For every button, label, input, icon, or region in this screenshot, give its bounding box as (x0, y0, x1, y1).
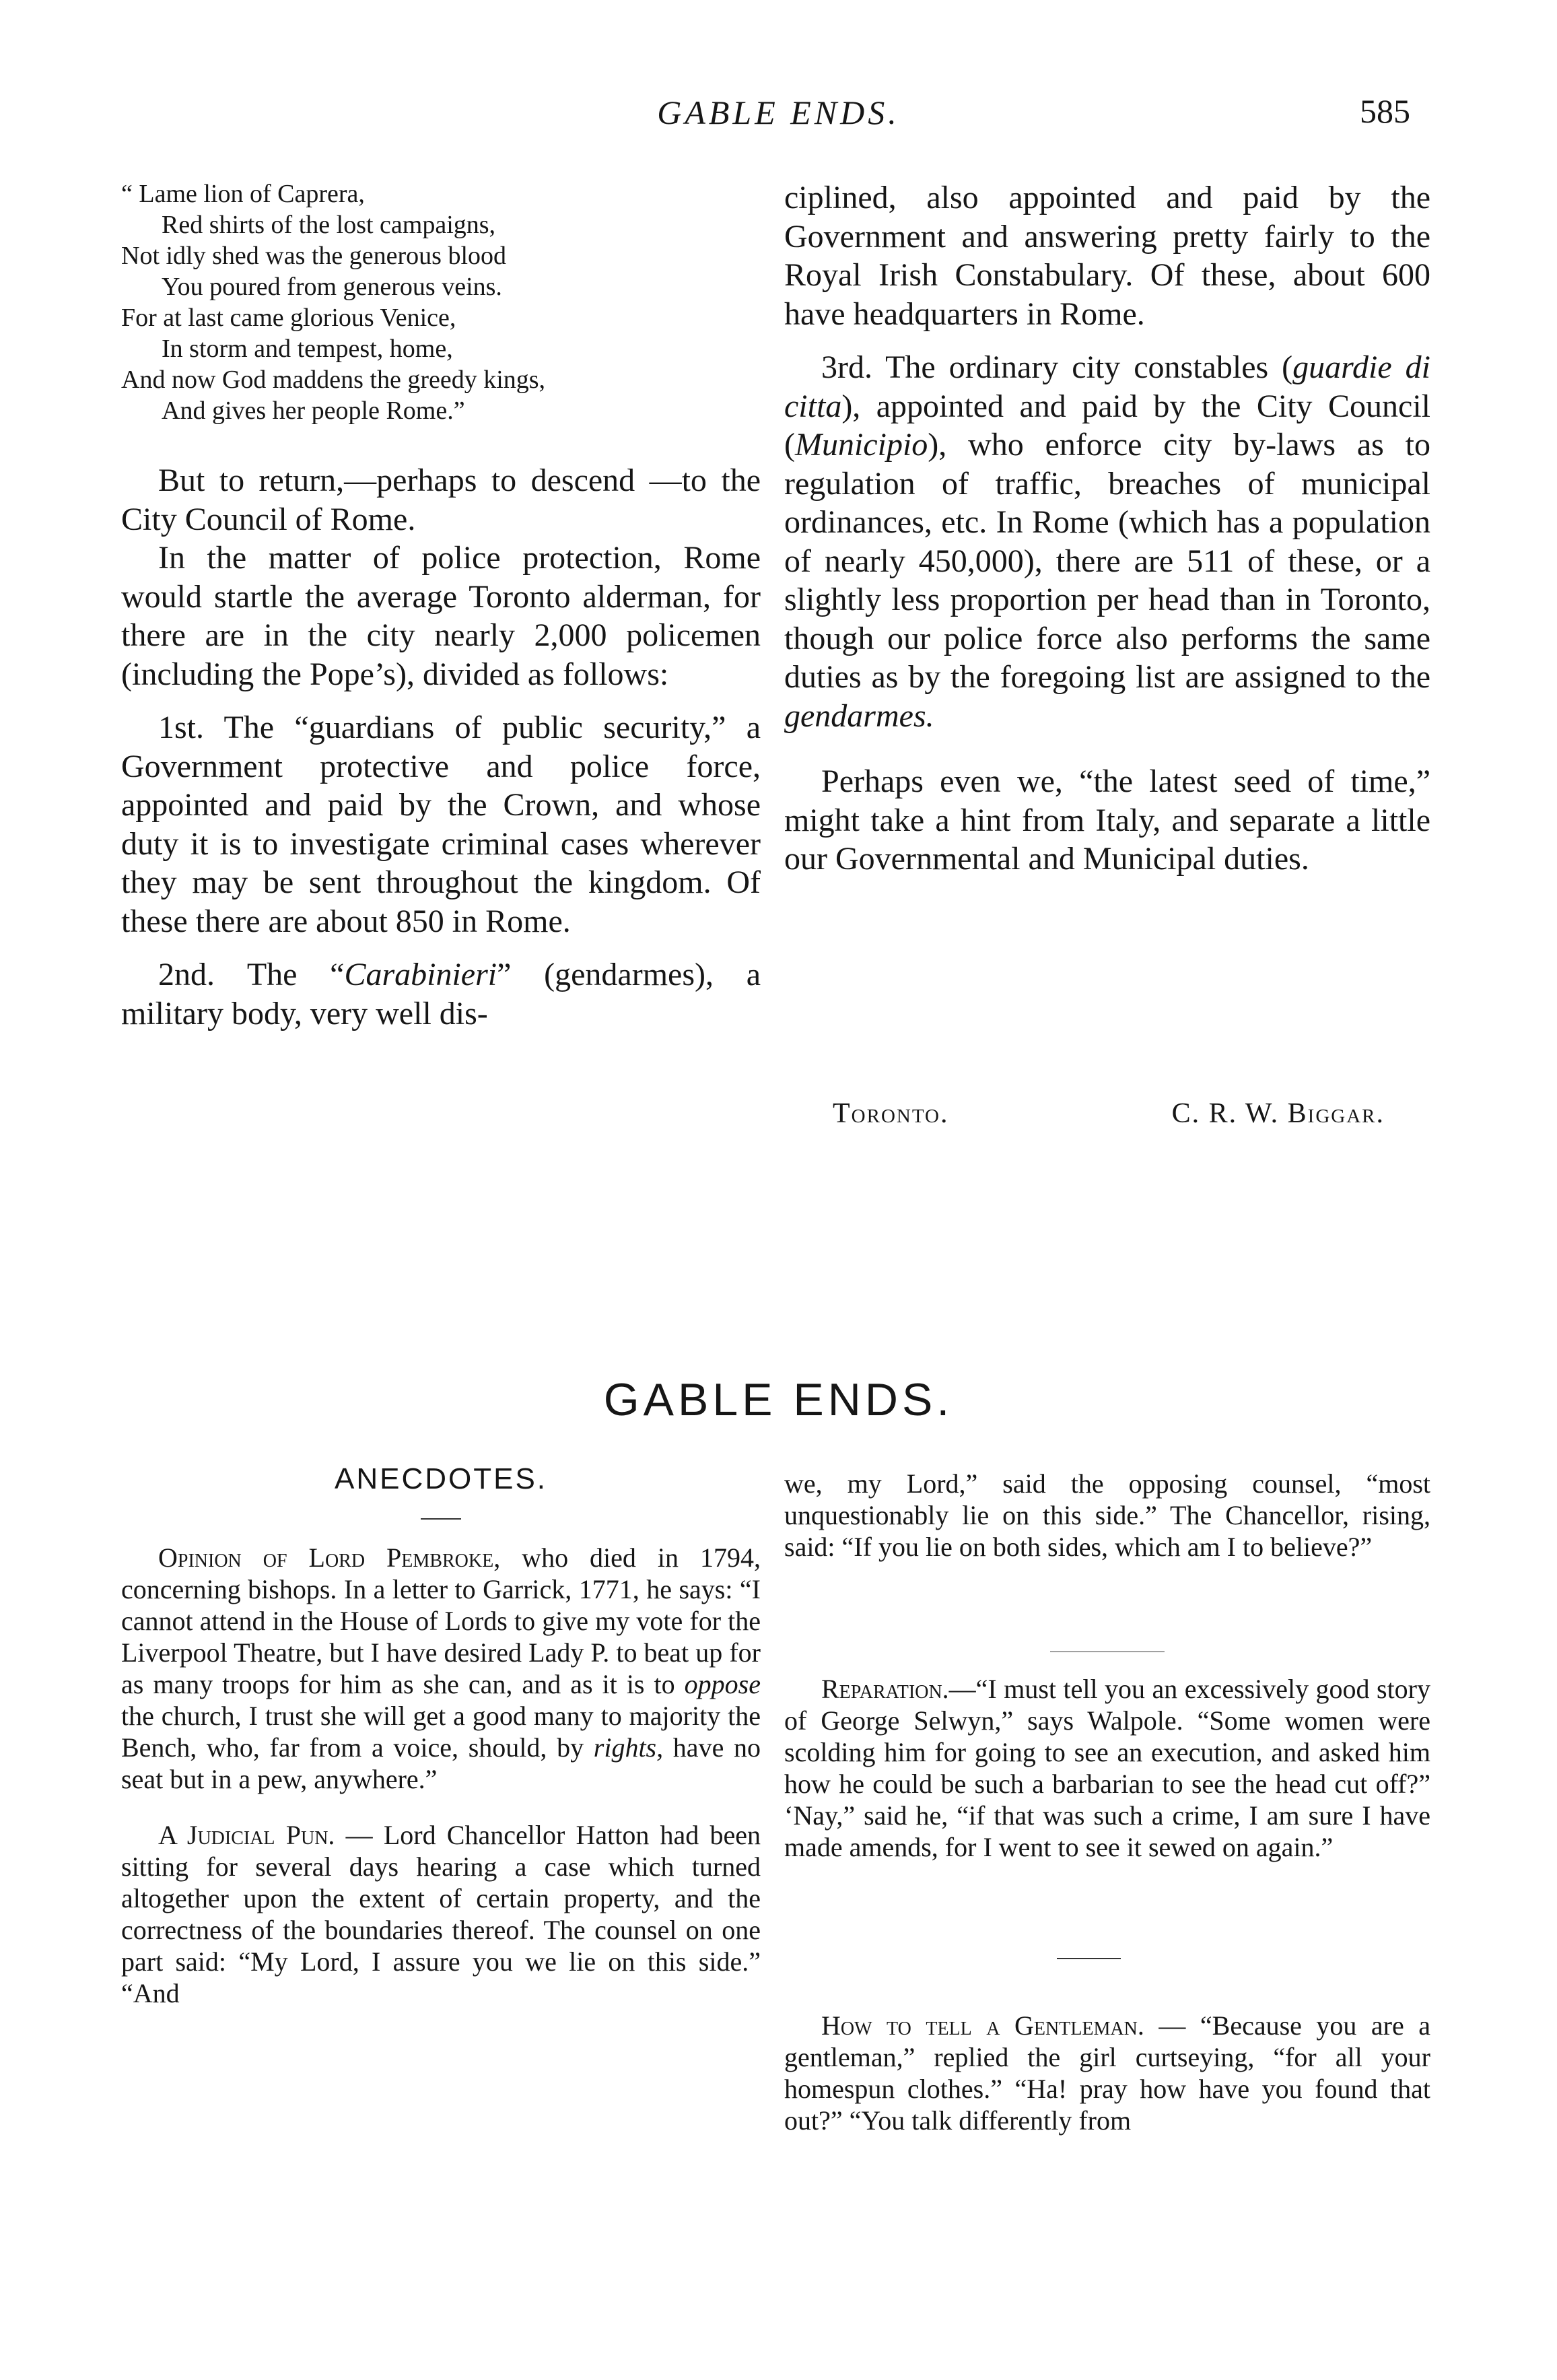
paragraph-second (121, 955, 761, 1033)
poem-line: For at last came glorious Venice, (121, 304, 456, 332)
anecdote-pun-continued: we, my Lord,” said the opposing counsel, “most unquestionably lie on this side.” The Chancellor, rising, said: “If you lie on both sides, which am I to believe?” (784, 1468, 1430, 1562)
poem-line: You poured from generous veins. (162, 273, 502, 301)
anecdote-gentleman (784, 2010, 1430, 2136)
text: ), appointed and paid by the City Council ( (784, 388, 1430, 463)
anecdote-heading: A Judicial Pun. (158, 1820, 335, 1850)
text: ” (gendarmes), a military body, very well dis- (121, 957, 761, 1031)
divider (1057, 1958, 1121, 1959)
paragraph-return: But to return,—perhaps to descend —to the City Council of Rome. (121, 463, 761, 537)
poem (121, 178, 761, 426)
signature-place: Toronto. (833, 1098, 949, 1129)
poem-line: In storm and tempest, home, (162, 335, 453, 363)
anecdotes-left (121, 1542, 761, 2009)
text: 3rd. The ordinary city constables ( (821, 349, 1293, 385)
text: — “Because you are a gentleman,” replied the girl curtseying, “for all your homespun clothes.” “Ha! pray how have you found that out?” “You talk differently from (784, 2010, 1430, 2136)
page-number: 585 (1360, 92, 1410, 130)
signature (833, 1097, 1385, 1130)
poem-line: “ Lame lion of Caprera, (121, 180, 365, 208)
anecdote-heading: Opinion of Lord Pembroke, (158, 1542, 501, 1573)
left-column-text (121, 461, 761, 1033)
anecdote-pun (121, 1819, 761, 2009)
italic-text: Municipio (794, 427, 928, 463)
divider (421, 1518, 461, 1520)
text: — Lord Chancellor Hatton had been sitting for several days hearing a case which turned altogether upon the extent of certain property, and the correctness of the boundaries thereof. The counsel on one part said: “My Lord, I assure you we lie on this side.” “And (121, 1820, 761, 2008)
anecdote-gentleman-block (784, 2010, 1430, 2136)
running-head: GABLE ENDS. (657, 94, 900, 131)
poem-line: Red shirts of the lost campaigns, (162, 211, 496, 239)
anecdote-reparation-block (784, 1673, 1430, 1863)
anecdotes-title: ANECDOTES. (334, 1462, 548, 1495)
text: who died in 1794, concerning bishops. In a letter to Garrick, 1771, he says: “I cannot attend in the House of Lords to give my vote for the Liverpool Theatre, but I have desired Lady P. to beat up for as many troops for him as she can, and as it is to (121, 1542, 761, 1699)
italic-text: oppose (684, 1669, 761, 1699)
anecdote-heading: How to tell a Gentleman. (821, 2010, 1144, 2041)
right-column-text (784, 178, 1430, 879)
poem-line: And gives her people Rome.” (162, 397, 465, 425)
anecdote-reparation (784, 1673, 1430, 1863)
italic-text: rights, (593, 1732, 664, 1763)
italic-text: guardie di citta (784, 349, 1430, 424)
paragraph-police: In the matter of police protection, Rome would startle the average Toronto alderman, for there are in the city nearly 2,000 policemen (including the Pope’s), divided as follows: (121, 540, 761, 692)
anecdote-heading: Reparation. (821, 1674, 949, 1704)
italic-text: gendarmes. (784, 698, 934, 734)
anecdote-opinion (121, 1542, 761, 1795)
anecdotes-right (784, 1468, 1430, 1563)
text: 2nd. The “ (158, 957, 345, 992)
italic-text: Carabinieri (344, 957, 497, 992)
paragraph-perhaps: Perhaps even we, “the latest seed of time,” might take a hint from Italy, and separate a little our Governmental and Municipal duties. (784, 763, 1430, 877)
poem-line: Not idly shed was the generous blood (121, 242, 507, 270)
text: have no seat but in a pew, anywhere.” (121, 1732, 761, 1794)
paragraph-continued: ciplined, also appointed and paid by the Government and answering pretty fairly to the Royal Irish Constabulary. Of these, about 600 have headquarters in Rome. (784, 180, 1430, 332)
poem-line: And now God maddens the greedy kings, (121, 366, 546, 394)
text: ), who enforce city by-laws as to regulation of traffic, breaches of municipal ordinances, etc. In Rome (which has a population of nearly 450,000), there are 511 of these, or a slightly less proportion per head than in Toronto, though our police force also performs the same duties as by the foregoing list are assigned to the (784, 427, 1430, 695)
text: the church, I trust she will get a good many to majority the Bench, who, far from a voice, should, by (121, 1701, 761, 1763)
paragraph-first: 1st. The “guardians of public security,” a Government protective and police force, appointed and paid by the Crown, and whose duty it is to investigate criminal cases wherever they may be sent throughout the kingdom. Of these there are about 850 in Rome. (121, 710, 761, 939)
section-title: GABLE ENDS. (603, 1374, 954, 1425)
text: —“I must tell you an excessively good story of George Selwyn,” says Walpole. “Some women were scolding him for going to see an execution, and asked him how he could be such a barbarian to see the head cut off?” ‘Nay,” said he, “if that was such a crime, I am sure I have made amends, for I went to see it sewed on again.” (784, 1674, 1430, 1862)
paragraph-third (784, 348, 1430, 735)
signature-name: C. R. W. Biggar. (1171, 1098, 1385, 1129)
